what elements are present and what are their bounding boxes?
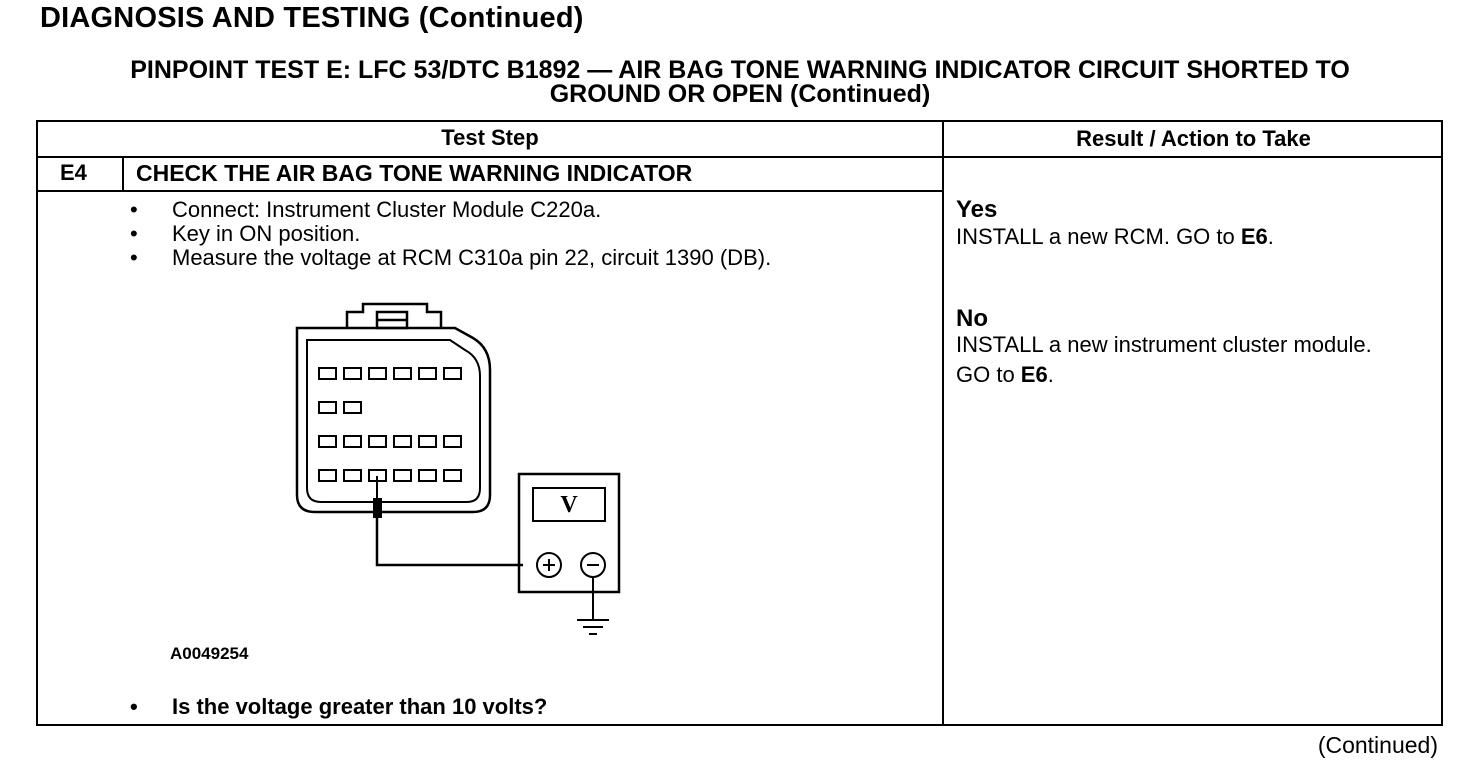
instruction-item: • Measure the voltage at RCM C310a pin 22, circuit 1390 (DB). [130, 246, 771, 270]
column-divider [942, 122, 944, 726]
result-yes-target: E6 [1240, 224, 1268, 249]
column-header-test-step: Test Step [441, 125, 539, 150]
voltmeter-symbol: V [560, 492, 578, 518]
connector-voltmeter-diagram [255, 180, 645, 645]
test-probe [373, 476, 523, 565]
figure-id: A0049254 [170, 644, 249, 663]
pinpoint-test-heading-line1: PINPOINT TEST E: LFC 53/DTC B1892 — AIR BAG TONE WARNING INDICATOR CIRCUIT SHORTED TO [130, 56, 1350, 84]
connector-outline [297, 328, 490, 512]
result-no-text: GO to [956, 362, 1021, 387]
result-no-label: No [956, 305, 988, 332]
result-no-text-line2 [956, 360, 1372, 390]
instruction-item: • Key in ON position. [130, 222, 771, 246]
instruction-item: • Connect: Instrument Cluster Module C220a. [130, 198, 771, 222]
pinpoint-test-table [36, 120, 1443, 726]
result-yes-action [956, 222, 1274, 252]
result-yes-text: INSTALL a new RCM. GO to [956, 224, 1241, 249]
result-no-action [956, 330, 1372, 390]
result-no-suffix: . [1047, 362, 1054, 387]
result-yes-label: Yes [956, 196, 998, 223]
step-id-divider [122, 156, 124, 190]
header-row-divider [38, 156, 1443, 158]
result-no-text-line1: INSTALL a new instrument cluster module. [956, 332, 1372, 357]
connector-latch [347, 304, 441, 328]
pinpoint-test-heading-line2: GROUND OR OPEN (Continued) [549, 80, 931, 108]
step-title: CHECK THE AIR BAG TONE WARNING INDICATOR [136, 160, 693, 186]
continued-label: (Continued) [1317, 732, 1438, 758]
step-question: • Is the voltage greater than 10 volts? [130, 694, 547, 720]
column-header-result: Result / Action to Take [1076, 126, 1311, 151]
page-title: DIAGNOSIS AND TESTING (Continued) [40, 2, 584, 34]
step-id: E4 [60, 160, 87, 185]
result-no-target: E6 [1020, 362, 1048, 387]
pinpoint-test-heading [40, 58, 1440, 106]
result-yes-suffix: . [1267, 224, 1274, 249]
connector-pins [319, 368, 461, 481]
